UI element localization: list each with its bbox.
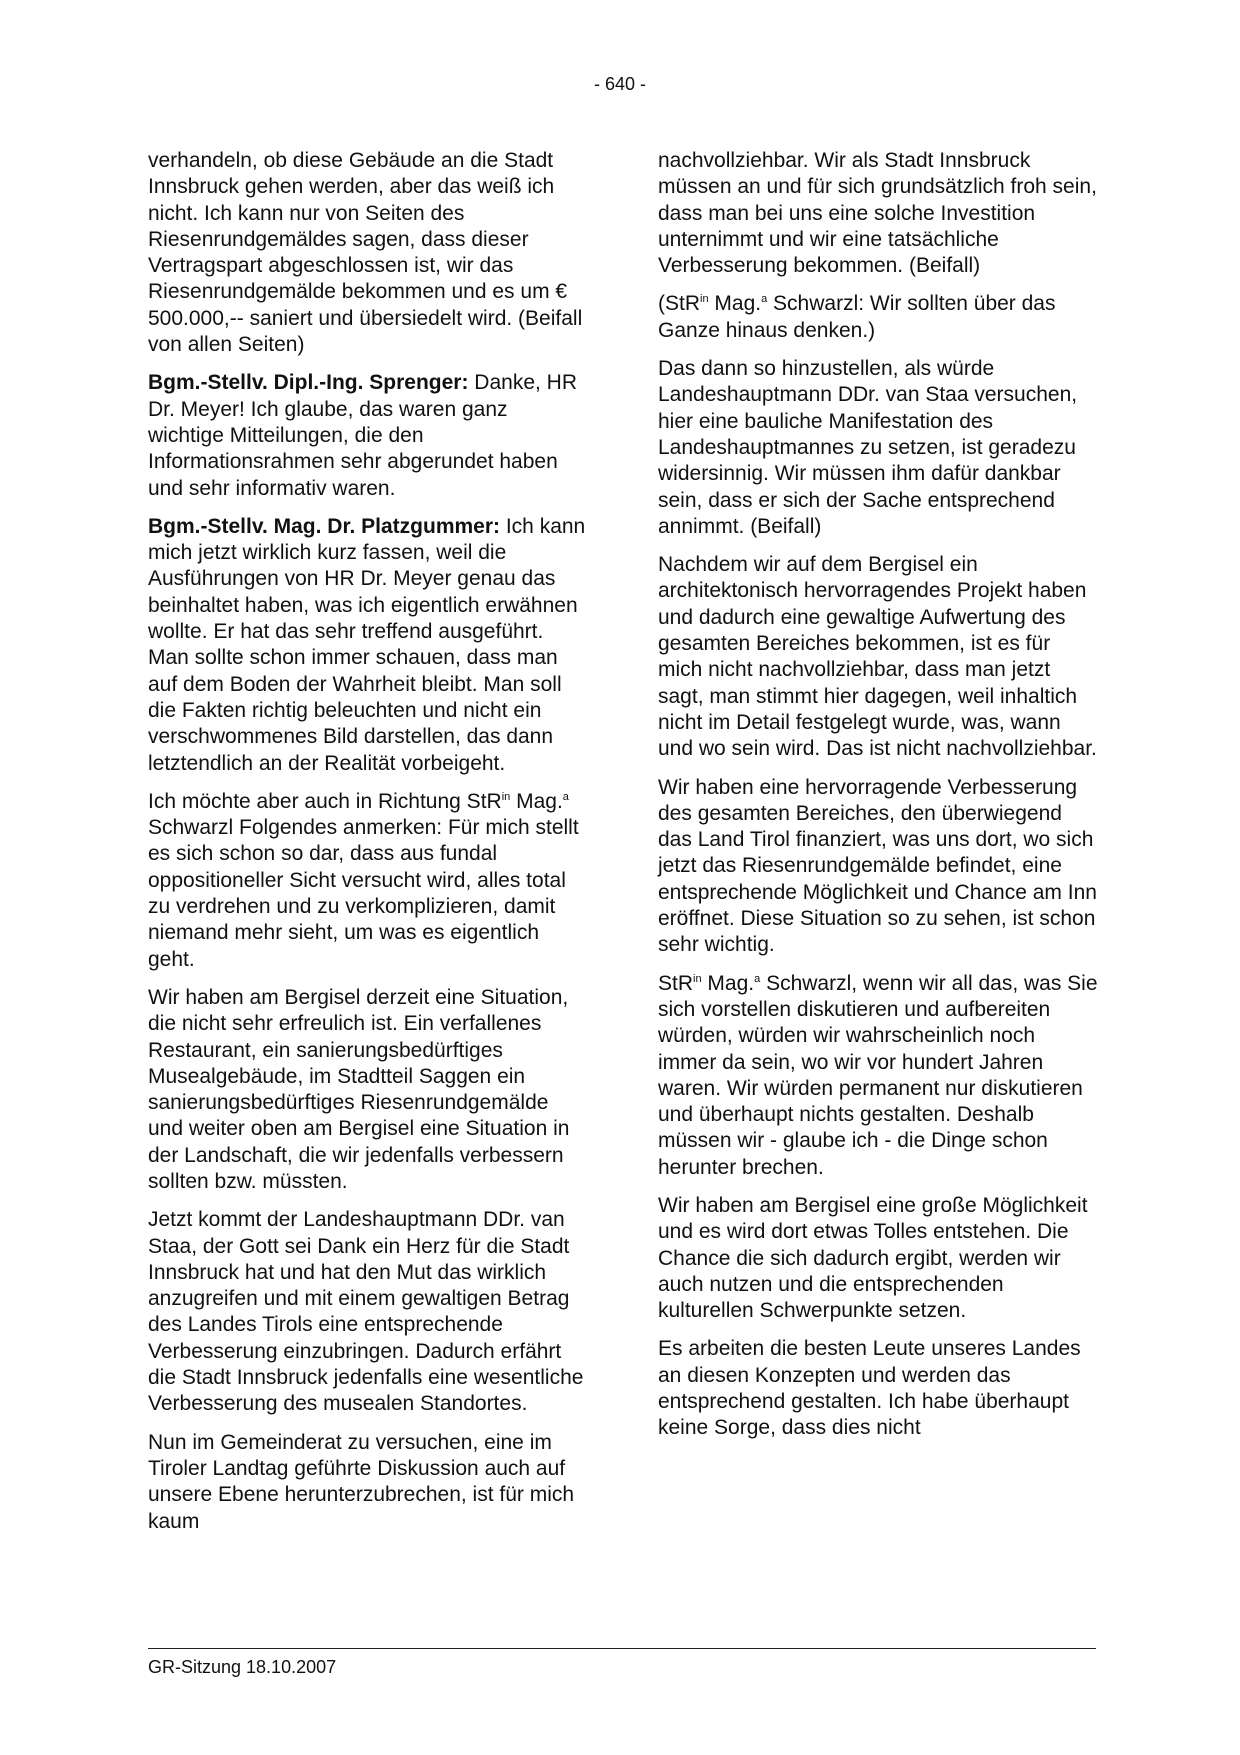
text-segment: Schwarzl, wenn wir all das, was Sie sich vorstellen diskutieren und aufbereiten würden, würden wir wahrscheinlich noch immer da sein, wo wir vor hundert Jahren waren. Wir würden permanent nur diskutieren und überhaupt nichts gestalten. Deshalb müssen wir - glaube ich - die Dinge schon herunter brechen.: [658, 971, 1098, 1179]
paragraph: Wir haben am Bergisel eine große Möglichkeit und es wird dort etwas Tolles entstehen. Die Chance die sich dadurch ergibt, werden wir auch nutzen und die entsprechenden kulturellen Schwerpunkte setzen.: [658, 1193, 1088, 1323]
left-column: [148, 148, 588, 1547]
speech-text: Ich kann mich jetzt wirklich kurz fassen, weil die Ausführungen von HR Dr. Meyer genau das beinhaltet haben, was ich eigentlich erwähnen wollte. Er hat das sehr treffend ausgeführt. Man sollte schon immer schauen, dass man auf dem Boden der Wahrheit bleibt. Man soll die Fakten richtig beleuchten und nicht ein verschwommenes Bild darstellen, das dann letztendlich an der Realität vorbeigeht.: [148, 514, 586, 775]
paragraph: [658, 291, 1098, 344]
paragraph: Es arbeiten die besten Leute unseres Landes an diesen Konzepten und werden das entsprechend gestalten. Ich habe überhaupt keine Sorge, dass dies nicht: [658, 1337, 1081, 1440]
paragraph: Jetzt kommt der Landeshauptmann DDr. van Staa, der Gott sei Dank ein Herz für die Stadt Innsbruck hat und hat den Mut das wirklich anzugreifen und mit einem gewaltigen Betrag des Landes Tirols eine entsprechende Verbesserung einzubringen. Dadurch erfährt die Stadt Innsbruck jedenfalls eine wesentliche Verbesserung des musealen Standortes.: [148, 1208, 584, 1416]
paragraph: [148, 370, 588, 501]
superscript: in: [693, 972, 702, 985]
text-segment: Schwarzl Folgendes anmerken: Für mich stellt es sich schon so dar, dass aus fundal oppositioneller Sicht versucht wird, alles total zu verdrehen und zu verkomplizieren, damit niemand mehr sieht, um was es eigentlich geht.: [148, 816, 579, 971]
footer-text: GR-Sitzung 18.10.2007: [148, 1657, 337, 1677]
text-segment: Mag.: [510, 789, 563, 813]
footer-divider: [148, 1648, 1096, 1649]
text-segment: (StR: [658, 292, 700, 316]
paragraph: Das dann so hinzustellen, als würde Landeshauptmann DDr. van Staa versuchen, hier eine bauliche Manifestation des Landeshauptmannes zu setzen, ist geradezu widersinnig. Wir müssen ihm dafür dankbar sein, dass er sich der Sache entsprechend annimmt. (Beifall): [658, 357, 1078, 538]
paragraph: verhandeln, ob diese Gebäude an die Stadt Innsbruck gehen werden, aber das weiß ich nicht. Ich kann nur von Seiten des Riesenrundgemäldes sagen, dass dieser Vertragspart abgeschlossen ist, wir das Riesenrundgemälde bekommen und es um € 500.000,-- saniert und übersiedelt wird. (Beifall von allen Seiten): [148, 149, 583, 357]
paragraph: Wir haben am Bergisel derzeit eine Situation, die nicht sehr erfreulich ist. Ein verfallenes Restaurant, ein sanierungsbedürftiges Musealgebäude, im Stadtteil Saggen ein sanierungsbedürftiges Riesenrundgemälde und weiter oben am Bergisel eine Situation in der Landschaft, die wir jedenfalls verbessern sollten bzw. müssten.: [148, 985, 570, 1193]
paragraph: Wir haben eine hervorragende Verbesserung des gesamten Bereiches, den überwiegend das Land Tirol finanziert, was uns dort, wo sich jetzt das Riesenrundgemälde befindet, eine entsprechende Möglichkeit und Chance am Inn eröffnet. Diese Situation so zu sehen, ist schon sehr wichtig.: [658, 775, 1097, 957]
speaker-name: Bgm.-Stellv. Dipl.-Ing. Sprenger:: [148, 371, 469, 395]
speaker-name: Bgm.-Stellv. Mag. Dr. Platzgummer:: [148, 514, 501, 538]
right-column: [658, 148, 1098, 1454]
superscript: a: [761, 293, 768, 306]
paragraph: Nachdem wir auf dem Bergisel ein architektonisch hervorragendes Projekt haben und dadurch eine gewaltige Aufwertung des gesamten Bereiches bekommen, ist es für mich nicht nachvollziehbar, dass man jetzt sagt, man stimmt hier dagegen, weil inhaltich nicht im Detail festgelegt wurde, was, wann und wo sein wird. Das ist nicht nachvollziehbar.: [658, 553, 1097, 761]
paragraph: [658, 971, 1098, 1181]
superscript: a: [754, 972, 761, 985]
text-segment: Mag.: [708, 292, 762, 316]
speech-text: Danke, HR Dr. Meyer! Ich glaube, das waren ganz wichtige Mitteilungen, die den Informationsrahmen sehr abgerundet haben und sehr informativ waren.: [148, 371, 578, 500]
paragraph: [148, 789, 588, 973]
paragraph: [148, 514, 588, 777]
text-segment: Ich möchte aber auch in Richtung StR: [148, 789, 502, 813]
paragraph: Nun im Gemeinderat zu versuchen, eine im Tiroler Landtag geführte Diskussion auch auf unsere Ebene herunterzubrechen, ist für mich kaum: [148, 1430, 575, 1533]
text-segment: Schwarzl: Wir sollten über das Ganze hinaus denken.): [658, 292, 1056, 342]
superscript: a: [562, 790, 569, 803]
page-number: - 640 -: [593, 74, 647, 94]
paragraph: nachvollziehbar. Wir als Stadt Innsbruck müssen an und für sich grundsätzlich froh sein, dass man bei uns eine solche Investition unternimmt und wir eine tatsächliche Verbesserung bekommen. (Beifall): [658, 149, 1097, 278]
text-segment: Mag.: [701, 971, 755, 995]
superscript: in: [700, 293, 709, 306]
superscript: in: [501, 790, 511, 803]
text-segment: StR: [658, 971, 694, 995]
